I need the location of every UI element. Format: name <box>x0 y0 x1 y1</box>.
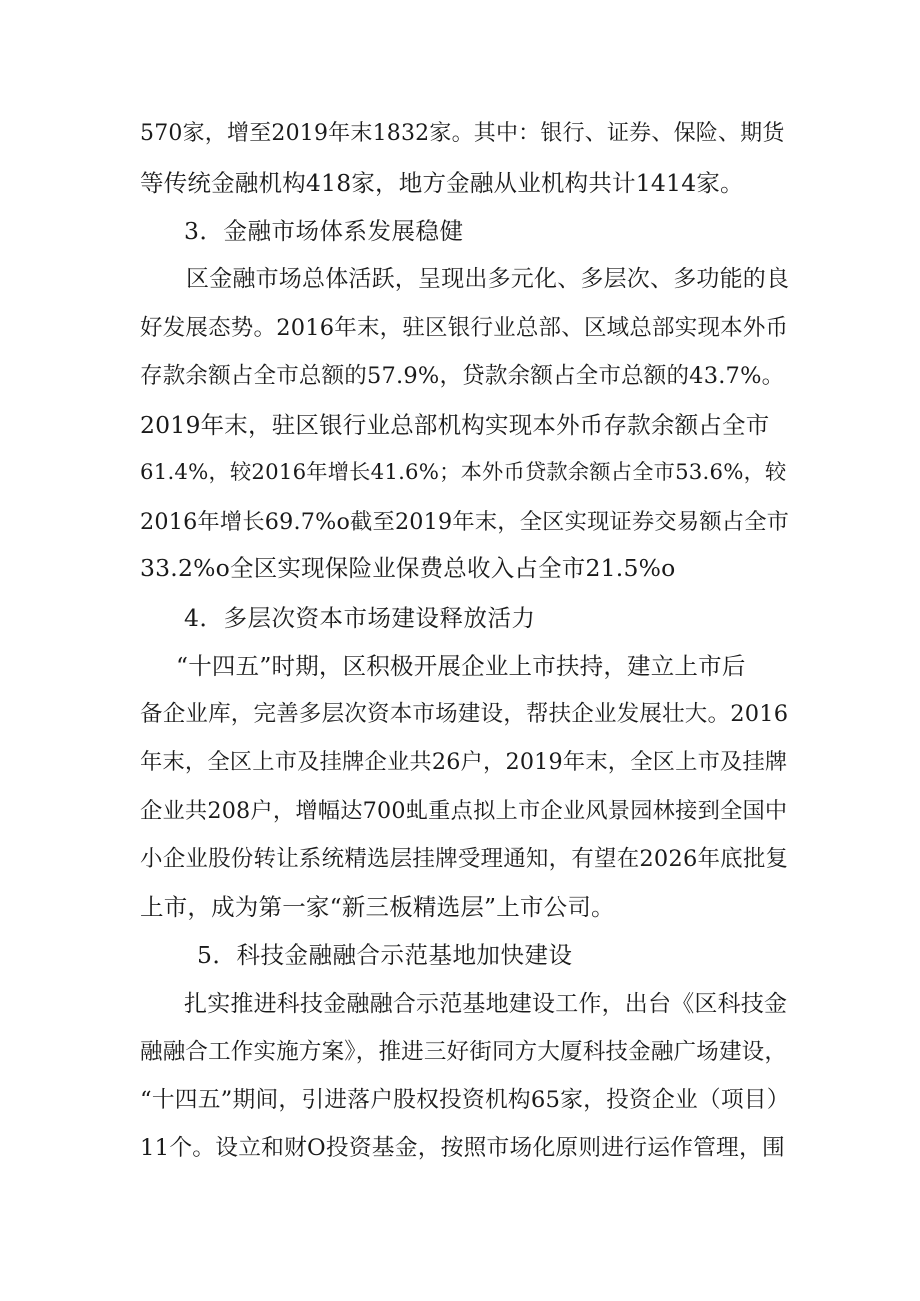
paragraph-line: 570家，增至2019年末1832家。其中：银行、证券、保险、期货 <box>140 121 785 146</box>
paragraph-line: 上市，成为第一家“新三板精选层”上市公司。 <box>140 893 615 921</box>
section-heading: 5．科技金融融合示范基地加快建设 <box>197 941 573 969</box>
paragraph-line: 年末，全区上市及挂牌企业共26户，2019年末，全区上市及挂牌 <box>140 749 788 775</box>
paragraph-line: 存款余额占全市总额的57.9%，贷款余额占全市总额的43.7%。 <box>140 363 785 389</box>
paragraph-line: 企业共208户，增幅达700虬重点拟上市企业风景园林接到全国中 <box>140 798 788 824</box>
paragraph-line: 33.2%o全区实现保险业保费总收入占全市21.5%o <box>140 554 676 582</box>
paragraph-line: 11个。设立和财O投资基金，按照市场化原则进行运作管理，围 <box>140 1135 785 1161</box>
paragraph-line: 小企业股份转让系统精选层挂牌受理通知，有望在2026年底批复 <box>140 846 789 872</box>
paragraph-line: 61.4%，较2016年增长41.6%；本外币贷款余额占全市53.6%，较 <box>140 460 787 485</box>
paragraph-line: “十四五”期间，引进落户股权投资机构65家，投资企业（项目） <box>140 1087 790 1113</box>
section-heading: 4．多层次资本市场建设释放活力 <box>184 604 536 632</box>
paragraph-line: 扎实推进科技金融融合示范基地建设工作，出台《区科技金 <box>184 991 788 1017</box>
paragraph-line: 备企业库，完善多层次资本市场建设，帮扶企业发展壮大。2016 <box>140 701 789 727</box>
section-heading: 3．金融市场体系发展稳健 <box>184 217 464 245</box>
paragraph-line: 融融合工作实施方案》，推进三好街同方大厦科技金融广场建设， <box>140 1039 788 1065</box>
paragraph-line: 好发展态势。2016年末，驻区银行业总部、区域总部实现本外币 <box>140 315 789 341</box>
paragraph-line: 等传统金融机构418家，地方金融从业机构共计1414家。 <box>140 169 744 197</box>
paragraph-line: 区金融市场总体活跃，呈现出多元化、多层次、多功能的良 <box>186 266 790 292</box>
paragraph-line: “十四五”时期，区积极开展企业上市扶持，建立上市后 <box>176 652 746 680</box>
paragraph-line: 2016年增长69.7%o截至2019年末，全区实现证券交易额占全市 <box>140 509 790 535</box>
paragraph-line: 2019年末，驻区银行业总部机构实现本外币存款余额占全市 <box>140 411 770 439</box>
